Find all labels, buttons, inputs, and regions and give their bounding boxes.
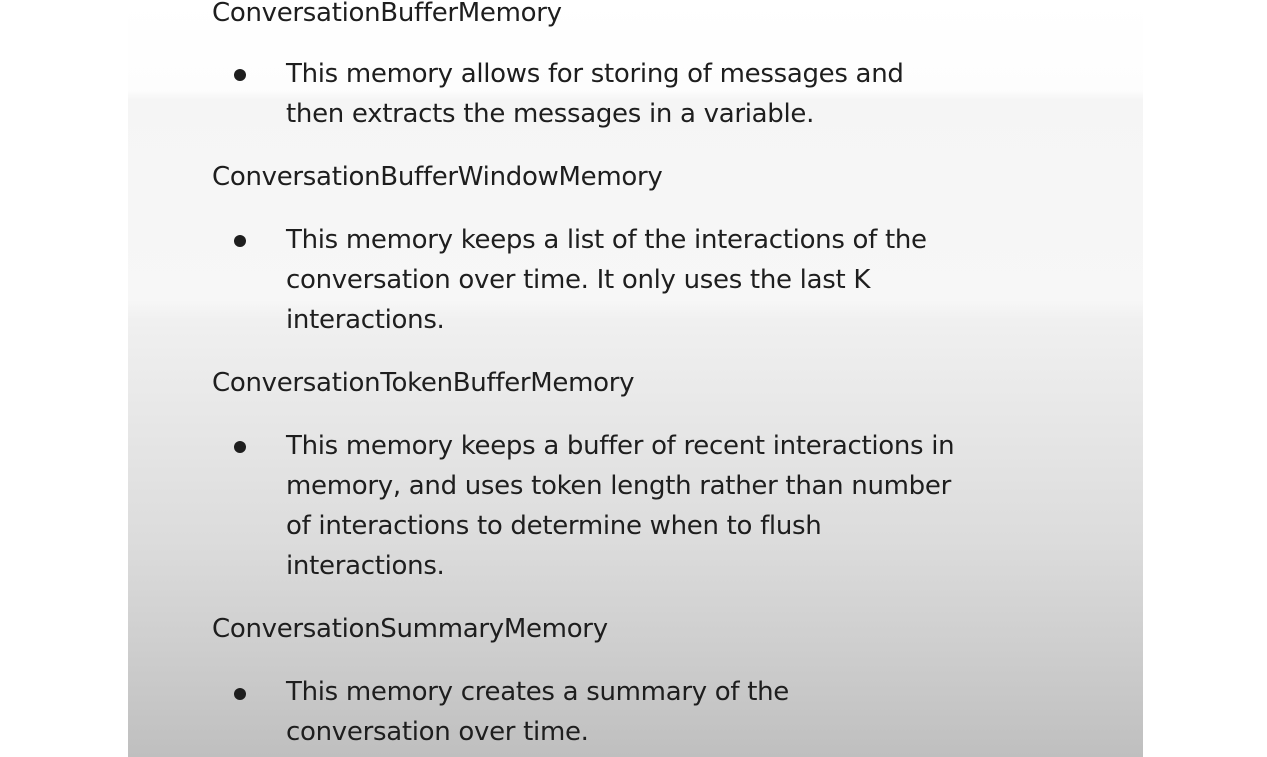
bullet-line: conversation over time. It only uses the last K — [286, 265, 871, 295]
bullet-line: interactions. — [286, 305, 445, 335]
section-heading-token-buffer-memory: ConversationTokenBufferMemory — [212, 368, 635, 398]
bullet-line: This memory creates a summary of the — [286, 677, 789, 707]
section-heading-buffer-memory: ConversationBufferMemory — [212, 0, 562, 28]
bullet-icon — [234, 688, 246, 700]
bullet-line: memory, and uses token length rather than number — [286, 471, 951, 501]
bullet-line: This memory allows for storing of messages and — [286, 59, 904, 89]
bullet-line: of interactions to determine when to flush — [286, 511, 822, 541]
bullet-line: This memory keeps a list of the interactions of the — [286, 225, 927, 255]
bullet-text-summary-memory — [286, 672, 789, 752]
slide-content — [128, 0, 1143, 757]
bullet-line: interactions. — [286, 551, 445, 581]
section-heading-summary-memory: ConversationSummaryMemory — [212, 614, 608, 644]
bullet-icon — [234, 235, 246, 247]
bullet-line: conversation over time. — [286, 717, 589, 747]
bullet-text-buffer-memory — [286, 54, 904, 134]
bullet-text-token-buffer-memory — [286, 426, 954, 586]
bullet-text-buffer-window-memory — [286, 220, 927, 340]
section-heading-buffer-window-memory: ConversationBufferWindowMemory — [212, 162, 663, 192]
bullet-icon — [234, 441, 246, 453]
bullet-line: This memory keeps a buffer of recent interactions in — [286, 431, 955, 461]
bullet-icon — [234, 69, 246, 81]
bullet-line: then extracts the messages in a variable. — [286, 99, 815, 129]
